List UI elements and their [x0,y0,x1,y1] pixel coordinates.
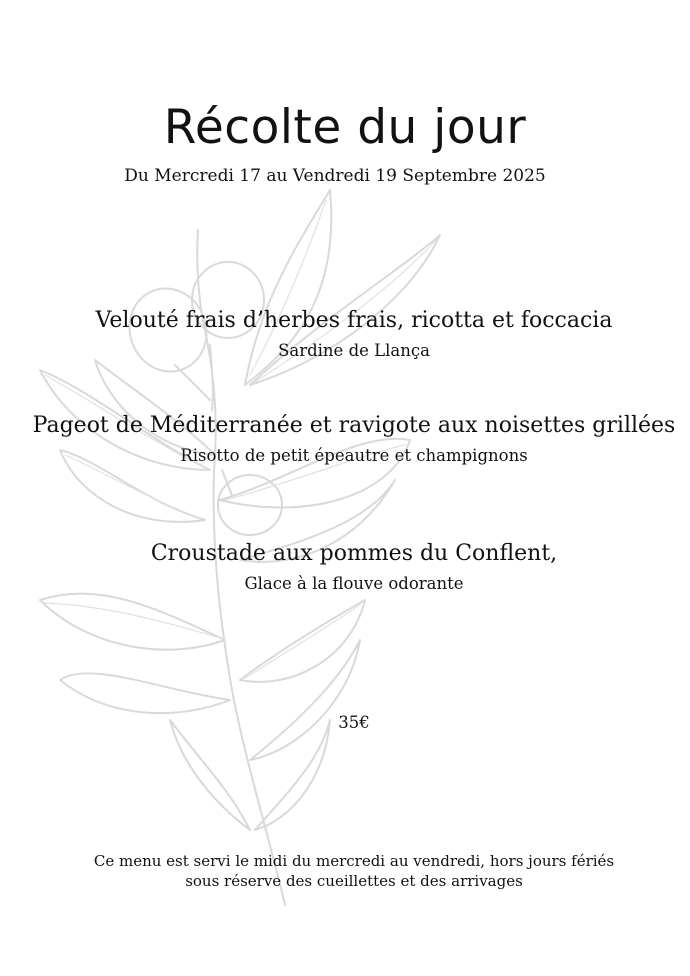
page-title: Récolte du jour [163,100,527,155]
dish-description: Glace à la flouve odorante [244,574,464,593]
menu-price: 35€ [338,713,370,732]
dish-name: Pageot de Méditerranée et ravigote aux noisettes grillées [32,413,676,438]
menu-dates: Du Mercredi 17 au Vendredi 19 Septembre 2025 [124,166,546,186]
dish-name: Velouté frais d’herbes frais, ricotta et foccacia [95,308,613,333]
dish-main [0,413,690,465]
dish-name: Croustade aux pommes du Conflent, [150,541,558,566]
dish-starter [0,308,690,360]
footer-line: sous réserve des cueillettes et des arrivages [185,872,523,890]
dish-dessert [0,541,690,593]
dish-description: Risotto de petit épeautre et champignons [180,446,528,465]
dish-description: Sardine de Llança [278,341,430,360]
menu-footer [0,851,690,891]
footer-line: Ce menu est servi le midi du mercredi au vendredi, hors jours fériés [93,852,615,870]
